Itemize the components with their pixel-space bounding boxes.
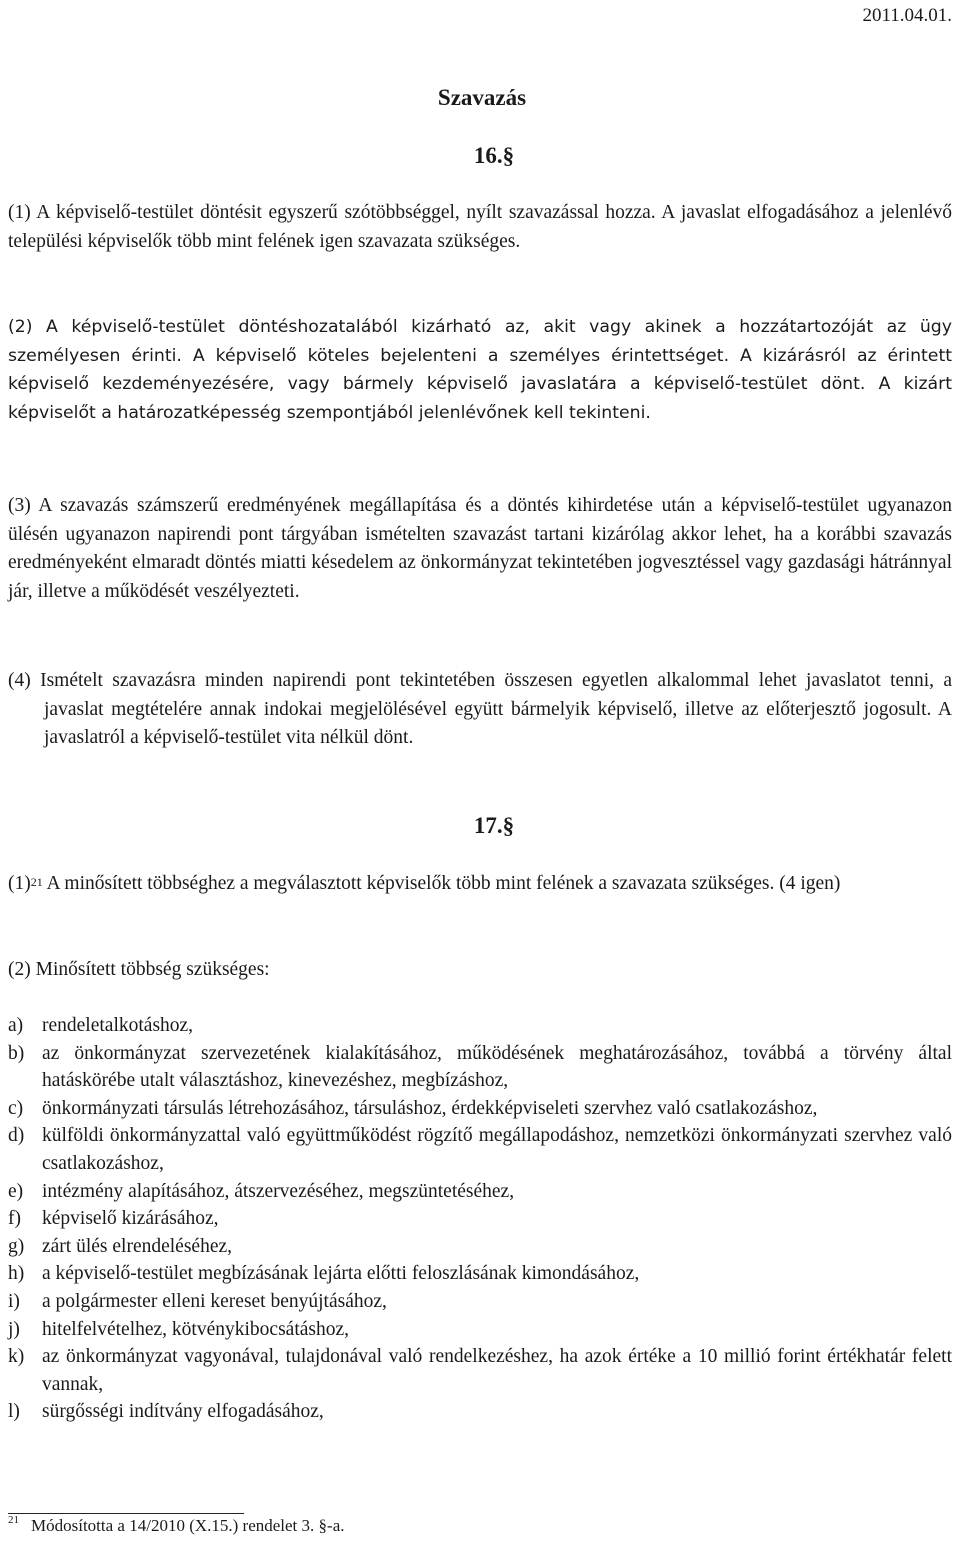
list-item	[8, 1398, 952, 1426]
paragraph-17-1-prefix: (1)	[8, 873, 31, 894]
list-item-mark: c)	[8, 1097, 24, 1119]
paragraph-16-4: (4) Ismételt szavazásra minden napirendi pont tekintetében összesen egyetlen alkalommal lehet javaslatot tenni, a javaslat megtételére annak indokai megjelölésével együtt bármelyik képviselő, illetve az előterjesztő jogosult. A javaslatról a képviselő-testület vita nélkül dönt.	[8, 670, 952, 748]
list-item-text: az önkormányzat szervezetének kialakításához, működésének meghatározásához, továbbá a törvény által hatáskörébe utalt választáshoz, kinevezéshez, megbízáshoz,	[42, 1042, 952, 1092]
list-item	[8, 1122, 952, 1177]
list-item-text: sürgősségi indítvány elfogadásához,	[42, 1401, 324, 1423]
list-item	[8, 1095, 952, 1123]
paragraph-number-17: 17.§	[473, 813, 515, 838]
paragraph-16-2: (2) A képviselő-testület döntéshozatalából kizárható az, akit vagy akinek a hozzátartozóját az ügy személyesen érinti. A képviselő köteles bejelenteni a személyes érintettséget. A kizárásról az érintett képviselő kezdeményezésére, vagy bármely képviselő javaslatára a képviselő-testület dönt. A kizárt képviselőt a határozatképesség szempontjából jelenlévőnek kell tekinteni.	[8, 317, 952, 423]
list-item	[8, 1040, 952, 1095]
list-item	[8, 1233, 952, 1261]
list-item-mark: j)	[8, 1318, 20, 1340]
list-item	[8, 1178, 952, 1206]
list-item-mark: d)	[8, 1125, 25, 1147]
paragraph-16-3: (3) A szavazás számszerű eredményének megállapítása és a döntés kihirdetése után a képviselő-testület ugyanazon ülésén ugyanazon napirendi pont tárgyában ismételten szavazást tartani kizárólag akkor lehet, ha a korábbi szavazás eredményeként elmaradt döntés miatti késedelem az önkormányzat tekintetében jogvesztéssel vagy gazdasági hátránnyal jár, illetve a működését veszélyezteti.	[8, 495, 952, 602]
paragraph-17-1-text: A minősített többséghez a megválasztott képviselők több mint felének a szavazata szükséges. (4 igen)	[42, 873, 841, 894]
list-item	[8, 1343, 952, 1398]
list-item	[8, 1205, 952, 1233]
list-item-text: zárt ülés elrendeléséhez,	[42, 1235, 233, 1257]
list-item-mark: k)	[8, 1346, 25, 1368]
list-item-text: képviselő kizárásához,	[42, 1208, 219, 1230]
list-item-mark: i)	[8, 1290, 20, 1312]
list-item-text: a képviselő-testület megbízásának lejárta előtti feloszlásának kimondásához,	[42, 1263, 640, 1285]
section-title: Szavazás	[437, 85, 527, 110]
list-item-text: rendeletalkotáshoz,	[42, 1015, 194, 1036]
list-item-mark: h)	[8, 1263, 25, 1285]
list-item-text: hitelfelvételhez, kötvénykibocsátáshoz,	[42, 1318, 350, 1340]
list-item-text: az önkormányzat vagyonával, tulajdonával való rendelkezéshez, ha azok értéke a 10 millió forint értékhatár felett vannak,	[42, 1346, 952, 1395]
list-item-text: külföldi önkormányzattal való együttműködést rögzítő megállapodáshoz, nemzetközi önkormányzati szervhez való csatlakozáshoz,	[42, 1125, 952, 1174]
paragraph-number-16: 16.§	[473, 143, 515, 168]
paragraph-17-1	[8, 870, 952, 899]
list-item-text: önkormányzati társulás létrehozásához, társuláshoz, érdekképviseleti szervhez való csatlakozáshoz,	[42, 1097, 818, 1119]
list-item-mark: e)	[8, 1180, 24, 1202]
list-item-mark: g)	[8, 1235, 25, 1257]
footnote-number: 21	[8, 1514, 19, 1526]
footnote-reference: 21	[30, 875, 43, 889]
list-item	[8, 1288, 952, 1316]
list-item-mark: l)	[8, 1401, 20, 1423]
list-item	[8, 1260, 952, 1288]
list-item-text: intézmény alapításához, átszervezéséhez, megszüntetéséhez,	[42, 1180, 515, 1202]
list-item	[8, 1012, 952, 1040]
qualified-majority-list	[8, 1012, 952, 1426]
paragraph-17-2: (2) Minősített többség szükséges:	[8, 959, 270, 980]
list-item-mark: a)	[8, 1015, 24, 1036]
list-item-text: a polgármester elleni kereset benyújtásához,	[42, 1290, 387, 1312]
paragraph-16-1: (1) A képviselő-testület döntésit egyszerű szótöbbséggel, nyílt szavazással hozza. A javaslat elfogadásához a jelenlévő települési képviselők több mint felének igen szavazata szükséges.	[8, 202, 952, 252]
list-item-mark: b)	[8, 1042, 25, 1064]
list-item	[8, 1316, 952, 1344]
footnote-divider	[8, 1513, 244, 1514]
footnote	[8, 1516, 345, 1536]
list-item-mark: f)	[8, 1208, 21, 1230]
footnote-text: Módosította a 14/2010 (X.15.) rendelet 3. §-a.	[31, 1516, 345, 1535]
document-date: 2011.04.01.	[862, 5, 952, 26]
